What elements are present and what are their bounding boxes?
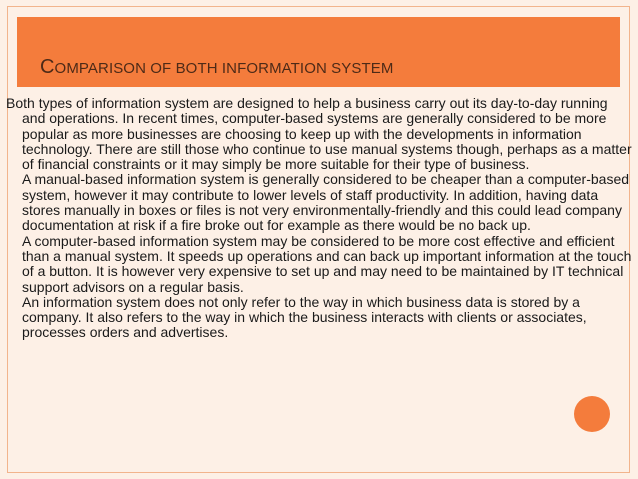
slide-title [40, 56, 393, 79]
title-rest: OMPARISON OF BOTH INFORMATION SYSTEM [54, 60, 394, 77]
decorative-circle [574, 396, 610, 432]
paragraph-2: A manual-based information system is generally considered to be cheaper than a computer-based system, however it may contribute to lower levels of staff productivity. In addition, having data stores manually in boxes or files is not very environmentally-friendly and this could lead company documentation at risk if a fire broke out for example as there would be no back up. [22, 171, 630, 234]
paragraph-1: Both types of information system are designed to help a business carry out its day-to-day running and operations. In recent times, computer-based systems are generally considered to be more popular as more businesses are choosing to keep up with the developments in information technology. There are still those who continue to use manual systems though, perhaps as a matter of financial constraints or it may simply be more suitable for their type of business. [6, 95, 632, 173]
paragraph-3: A computer-based information system may be considered to be more cost effective and efficient than a manual system. It speeds up operations and can back up important information at the touch of a button. It is however very expensive to set up and may need to be maintained by IT technical support advisors on a regular basis. [22, 232, 632, 295]
title-first-letter: C [40, 56, 55, 78]
body-text [6, 96, 632, 341]
paragraph-4: An information system does not only refer to the way in which business data is stored by a company. It also refers to the way in which the business interacts with clients or associates, processes orders and advertises. [22, 293, 587, 341]
